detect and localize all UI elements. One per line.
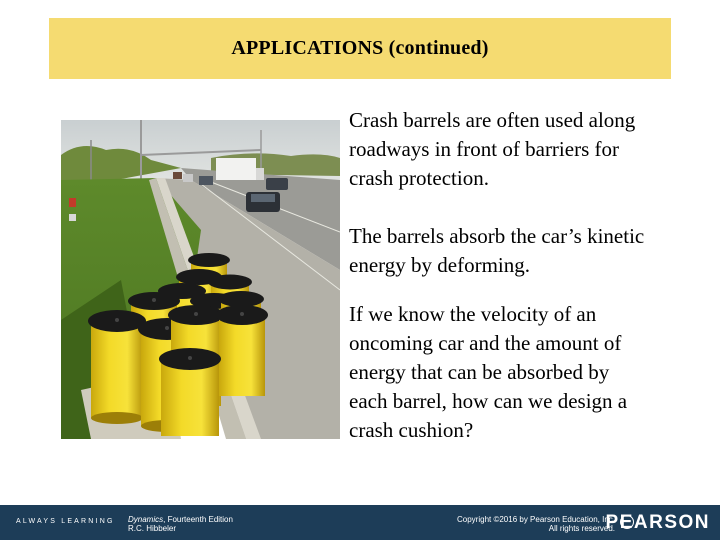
book-title-line [128, 515, 233, 524]
paragraph-crash-barrels: Crash barrels are often used along roadways in front of barriers for crash protection. [349, 108, 636, 190]
crash-barrels-photo [61, 120, 340, 439]
copyright-line-1: Copyright ©2016 by Pearson Education, Inc. [457, 515, 615, 524]
book-edition: , Fourteenth Edition [163, 515, 233, 524]
title-bar [49, 18, 671, 79]
crash-barrels-illustration [61, 120, 340, 439]
always-learning-label: ALWAYS LEARNING [16, 518, 115, 525]
book-author: R.C. Hibbeler [128, 524, 177, 533]
footer-bar [0, 505, 720, 540]
book-title: Dynamics [128, 515, 164, 524]
copyright-line-2: All rights reserved. [548, 524, 615, 533]
slide-body-text [349, 106, 649, 445]
copyright-info [457, 515, 615, 533]
slide-title: APPLICATIONS (continued) [231, 37, 489, 59]
book-info [128, 515, 233, 533]
paragraph-design-question: If we know the velocity of an oncoming car and the amount of energy that can be absorbed by each barrel, how can we design a crash cushion? [349, 302, 628, 442]
paragraph-kinetic-energy: The barrels absorb the car’s kinetic energy by deforming. [349, 224, 645, 277]
pearson-brand: PEARSON [605, 512, 710, 533]
